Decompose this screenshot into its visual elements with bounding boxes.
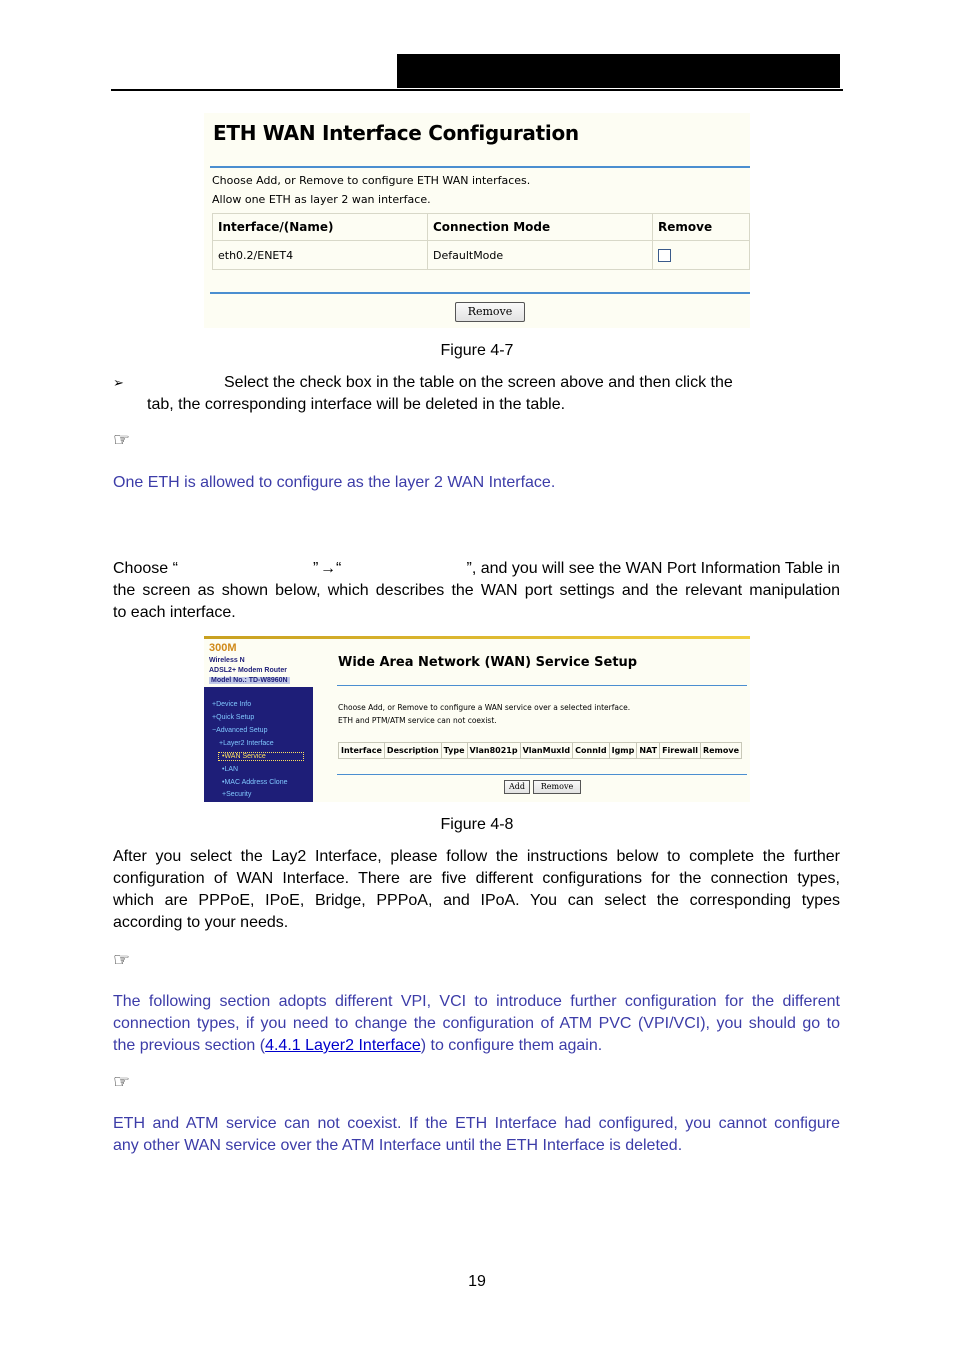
choose-open-quote-2: “ [336,560,342,577]
logo-model: Model No.: TD-W8960N [211,677,288,684]
wan-service-screenshot [204,636,750,802]
title-rule [337,685,747,686]
col-remove: Remove [700,743,741,759]
wan-service-line-1: Choose Add, or Remove to configure a WAN service over a selected interface. [338,703,631,712]
cell-remove [653,241,750,270]
note-2-line-last [113,1035,840,1057]
para-2-line: After you select the Lay2 Interface, please follow the instructions below to complete the further [113,848,840,865]
logo-line-1: Wireless N [209,657,245,664]
col-vlan8021p: Vlan8021p [467,743,520,759]
menu-mac-clone[interactable]: •MAC Address Clone [222,779,288,786]
menu-layer2-interface[interactable]: +Layer2 Interface [219,740,274,747]
note-3-line: ETH and ATM service can not coexist. If the ETH Interface had configured, you cannot configure [113,1115,840,1132]
footer-rule [337,774,747,775]
note-2 [113,991,840,1057]
logo-line-2: ADSL2+ Modem Router [209,667,287,674]
note-hand-icon: ☞ [113,1072,131,1093]
para-1c: to each interface. [113,604,236,621]
router-logo [204,639,313,687]
header-bar [397,54,840,88]
para-2-line: which are PPPoE, IPoE, Bridge, PPPoA, and IPoA. You can select the corresponding types [113,892,840,909]
footer-rule [210,292,750,294]
note-3-line: any other WAN service over the ATM Interface until the ETH Interface is deleted. [113,1137,683,1154]
layer2-interface-link[interactable]: 4.4.1 Layer2 Interface [265,1037,421,1054]
add-button[interactable]: Add [504,780,530,794]
page-number: 19 [468,1273,486,1290]
wan-service-line-2: ETH and PTM/ATM service can not coexist. [338,716,497,725]
col-type: Type [441,743,467,759]
menu-advanced-setup[interactable]: −Advanced Setup [212,727,268,734]
wan-service-table [338,742,742,759]
note-2-line: The following section adopts different VPI, VCI to introduce further configuration for the different [113,993,840,1010]
para-2-line: configuration of WAN Interface. There are five different configurations for the connection types, [113,870,840,887]
note-3 [113,1113,840,1157]
choose-rest: ”, and you will see the WAN Port Information Table in [466,560,840,577]
header-rule [111,89,843,91]
para-2 [113,846,840,934]
title-rule [210,166,750,168]
choose-arrow-icon: → [320,560,336,577]
col-interface: Interface/(Name) [213,214,428,241]
logo-300m: 300M [209,642,237,654]
wan-service-title: Wide Area Network (WAN) Service Setup [338,655,638,670]
note-2-pre: the previous section ( [113,1037,266,1054]
table-header-row [213,214,750,241]
bullet-arrow-icon: ➢ [113,375,124,390]
eth-wan-instruction-1: Choose Add, or Remove to configure ETH WAN interfaces. [212,174,531,187]
cell-interface: eth0.2/ENET4 [213,241,428,270]
col-interface: Interface [339,743,385,759]
figure-4-8-caption: Figure 4-8 [440,816,514,833]
choose-open-quote: Choose “ [113,560,178,577]
table-header-row [339,743,742,759]
eth-wan-title: ETH WAN Interface Configuration [213,121,579,145]
bullet-text-1: Select the check box in the table on the screen above and then click the [224,374,733,391]
note-1-text: One ETH is allowed to configure as the layer 2 WAN Interface. [113,474,556,491]
note-2-line: connection types, if you need to change the configuration of ATM PVC (VPI/VCI), you should go to [113,1015,840,1032]
menu-security[interactable]: +Security [222,791,252,798]
col-firewall: Firewall [660,743,701,759]
eth-wan-instruction-2: Allow one ETH as layer 2 wan interface. [212,193,431,206]
col-nat: NAT [637,743,660,759]
col-description: Description [384,743,441,759]
note-2-post: ) to configure them again. [420,1037,603,1054]
menu-wan-service[interactable]: •WAN Service [219,753,303,760]
remove-checkbox[interactable] [658,249,671,262]
col-remove: Remove [653,214,750,241]
bullet-text-2: tab, the corresponding interface will be deleted in the table. [147,396,566,413]
col-igmp: Igmp [609,743,637,759]
eth-wan-config-screenshot [204,113,750,328]
para-2-line: according to your needs. [113,914,289,931]
col-vlanmuxid: VlanMuxId [520,743,573,759]
col-connection-mode: Connection Mode [428,214,653,241]
para-1b: the screen as shown below, which describes the WAN port settings and the relevant manipulation [113,582,840,599]
figure-4-7-caption: Figure 4-7 [440,342,514,359]
note-hand-icon: ☞ [113,950,131,971]
eth-wan-table [212,213,750,270]
remove-button[interactable]: Remove [455,302,525,322]
cell-mode: DefaultMode [428,241,653,270]
table-row [213,241,750,270]
choose-close-quote: ” [313,560,319,577]
remove-button[interactable]: Remove [533,780,581,794]
menu-quick-setup[interactable]: +Quick Setup [212,714,255,721]
note-hand-icon: ☞ [113,430,131,451]
col-connid: ConnId [573,743,609,759]
menu-lan[interactable]: •LAN [222,766,239,773]
menu-device-info[interactable]: +Device Info [212,701,252,708]
